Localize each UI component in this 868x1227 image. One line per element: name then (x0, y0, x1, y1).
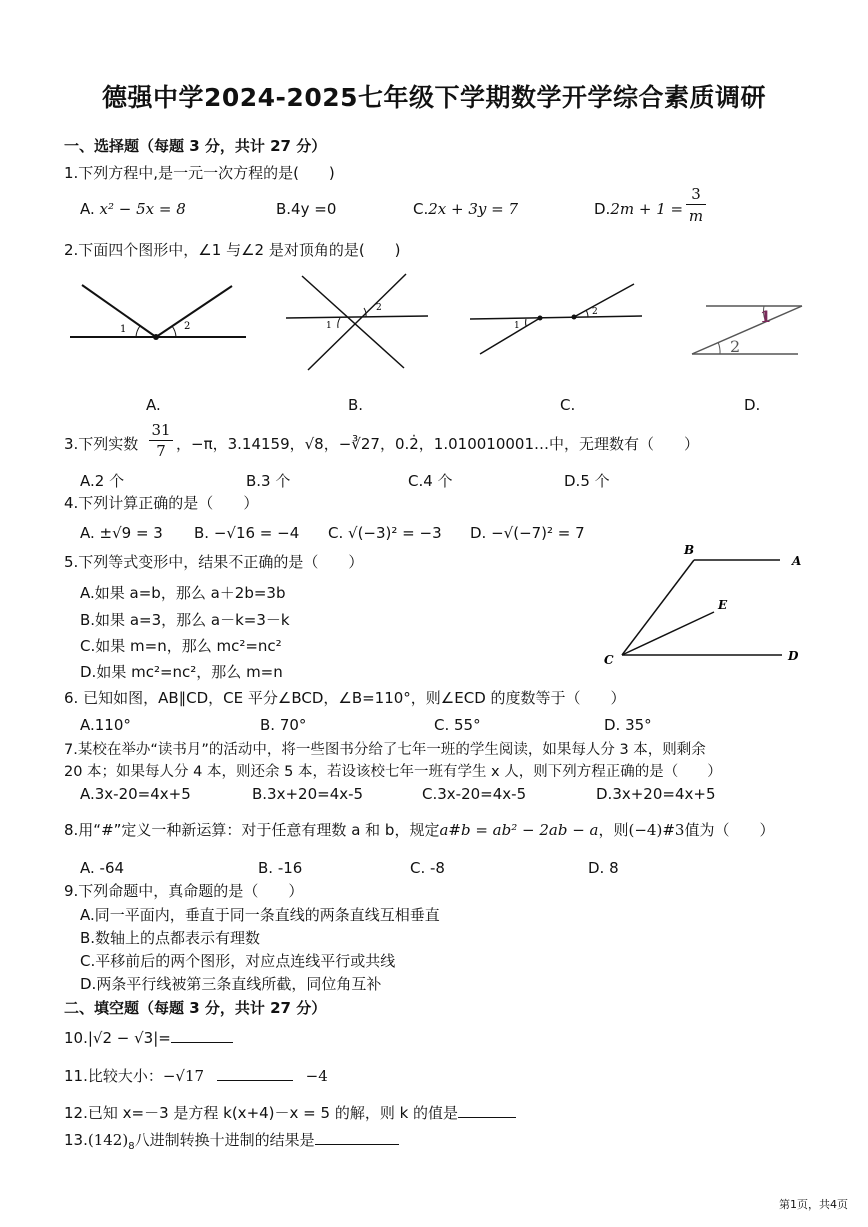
q2-figure-c (468, 276, 648, 362)
q5-option-d: D.如果 mc²=nc²，那么 m=n (80, 663, 283, 681)
q4-stem: 4.下列计算正确的是（ ） (64, 494, 259, 512)
q4-option-c: C. √(−3)² = −3 (328, 524, 442, 542)
q6-option-b: B. 70° (260, 716, 307, 734)
q3-fraction: 31 7 (149, 420, 173, 461)
q2-figure-a (60, 280, 260, 360)
q2a-left-ray (82, 285, 156, 337)
q2b-angle1-label: 1 (326, 321, 332, 331)
q2d-angle1-label: 1 (760, 307, 772, 326)
q10-answer-blank[interactable] (171, 1026, 233, 1043)
q4-option-d: D. −√(−7)² = 7 (470, 524, 585, 542)
q9-option-a: A.同一平面内，垂直于同一条直线的两条直线互相垂直 (80, 906, 440, 924)
q7-stem-line-2: 20 本；如果每人分 4 本，则还余 5 本，若设该校七年一班有学生 x 人，则下列方程正确的是（ ） (64, 764, 722, 780)
q2a-vertex (153, 334, 159, 340)
q13: $13.(142)_8$八进制转换十进制的结果是 (64, 1128, 399, 1157)
q1-option-c: C.2x + 3y = 7 (413, 200, 519, 218)
q6-point-b: B (684, 543, 695, 557)
q11: 11.比较大小：−√17 −4 (64, 1064, 328, 1086)
q2-stem: 2.下面四个图形中，∠1 与∠2 是对顶角的是( ) (64, 241, 401, 259)
q6-stem: 6. 已知如图，AB∥CD，CE 平分∠BCD，∠B=110°，则∠ECD 的度数等于（ ） (64, 689, 626, 707)
q7-stem-line-1: 7.某校在举办“读书月”的活动中，将一些图书分给了七年一班的学生阅读，如果每人分 3 本，则剩余 (64, 742, 706, 758)
q8-option-b: B. -16 (258, 859, 303, 877)
q2c-point-2 (572, 315, 577, 320)
q2c-point-1 (538, 316, 543, 321)
q12: 12.已知 x=－3 是方程 k(x+4)－x = 5 的解，则 k 的值是 (64, 1101, 516, 1123)
q1-option-a: A. x² − 5x = 8 (80, 200, 186, 218)
q6-point-e: E (718, 598, 728, 612)
q5-option-a: A.如果 a=b，那么 a＋2b=3b (80, 584, 286, 602)
q2d-angle2-label: 2 (730, 337, 741, 356)
q3-option-c: C.4 个 (408, 472, 453, 490)
q2a-arc-1 (136, 326, 140, 337)
q2a-arc-2 (172, 326, 176, 337)
q2c-horizontal (470, 316, 642, 319)
q2a-right-ray (156, 286, 232, 337)
q2-label-c: C. (560, 396, 576, 414)
q5-option-b: B.如果 a=3，那么 a－k=3－k (80, 611, 290, 629)
q9-stem: 9.下列命题中，真命题的是（ ） (64, 882, 304, 900)
q1-option-d: D.2m + 1 = (594, 200, 684, 218)
q2d-arc-2 (718, 342, 720, 354)
q6-point-a: A (792, 554, 802, 568)
q1-option-d-fraction: 3 m (686, 184, 706, 227)
section-2-heading: 二、填空题（每题 3 分，共计 27 分） (64, 999, 327, 1017)
q7-option-c: C.3x-20=4x-5 (422, 785, 527, 803)
q2b-line-2 (302, 276, 404, 368)
q5-option-c: C.如果 m=n，那么 mc²=nc² (80, 637, 282, 655)
q2b-arc-1 (338, 318, 340, 328)
q6-point-c: C (604, 653, 614, 667)
q9-option-b: B.数轴上的点都表示有理数 (80, 929, 261, 947)
q1-option-b: B.4y =0 (276, 200, 337, 218)
q2b-line-1 (286, 316, 428, 318)
q5-stem: 5.下列等式变形中，结果不正确的是（ ） (64, 553, 364, 571)
q12-answer-blank[interactable] (458, 1101, 516, 1118)
q2a-angle1-label: 1 (120, 324, 127, 335)
q3-stem-list: ，−π，3.14159，√8，−∛27，0.2̇，1.010010001…中，无理数有（ ） (176, 435, 700, 453)
q8-option-c: C. -8 (410, 859, 445, 877)
q10: 10.|√2 − √3|= (64, 1026, 233, 1048)
q2c-angle1-label: 1 (514, 321, 520, 331)
q9-option-c: C.平移前后的两个图形，对应点连线平行或共线 (80, 952, 396, 970)
q2-figure-d (686, 300, 812, 362)
q2b-angle2-label: 2 (376, 303, 382, 313)
q8-option-a: A. -64 (80, 859, 125, 877)
q6-line-ce (622, 612, 714, 655)
q9-option-d: D.两条平行线被第三条直线所截，同位角互补 (80, 975, 382, 993)
q2a-angle2-label: 2 (184, 321, 191, 332)
q11-answer-blank[interactable] (217, 1064, 293, 1081)
q3-option-d: D.5 个 (564, 472, 610, 490)
q2c-right-line (574, 284, 634, 317)
q6-figure (596, 540, 818, 674)
q1-stem: 1.下列方程中,是一元一次方程的是( ) (64, 164, 335, 182)
q2c-arc-2 (586, 310, 588, 317)
q3-option-b: B.3 个 (246, 472, 291, 490)
q7-option-a: A.3x-20=4x+5 (80, 785, 191, 803)
q3-option-a: A.2 个 (80, 472, 125, 490)
page-title: 德强中学2024-2025七年级下学期数学开学综合素质调研 (101, 83, 767, 112)
q6-option-d: D. 35° (604, 716, 652, 734)
q8-option-d: D. 8 (588, 859, 619, 877)
q13-answer-blank[interactable] (315, 1128, 399, 1145)
q4-option-a: A. ±√9 = 3 (80, 524, 163, 542)
q7-option-b: B.3x+20=4x-5 (252, 785, 364, 803)
section-1-heading: 一、选择题（每题 3 分，共计 27 分） (64, 137, 327, 155)
q2c-angle2-label: 2 (592, 307, 598, 317)
q2c-left-line (480, 318, 540, 354)
q4-option-b: B. −√16 = −4 (194, 524, 300, 542)
q7-option-d: D.3x+20=4x+5 (596, 785, 716, 803)
q8-stem: 8.用“#”定义一种新运算：对于任意有理数 a 和 b，规定a#b = ab² − 2ab − a，则(−4)#3值为（ ） (64, 821, 775, 839)
q2-label-b: B. (348, 396, 364, 414)
q2-label-d: D. (744, 396, 761, 414)
q2-figure-b (280, 268, 440, 378)
page-footer: 第1页，共4页 (779, 1198, 848, 1211)
q6-line-cb (622, 560, 694, 655)
q3-stem-prefix: 3.下列实数 (64, 435, 139, 453)
q6-option-c: C. 55° (434, 716, 481, 734)
q6-option-a: A.110° (80, 716, 131, 734)
q6-point-d: D (788, 649, 799, 663)
q2d-transversal (692, 306, 802, 354)
q2-label-a: A. (146, 396, 161, 414)
